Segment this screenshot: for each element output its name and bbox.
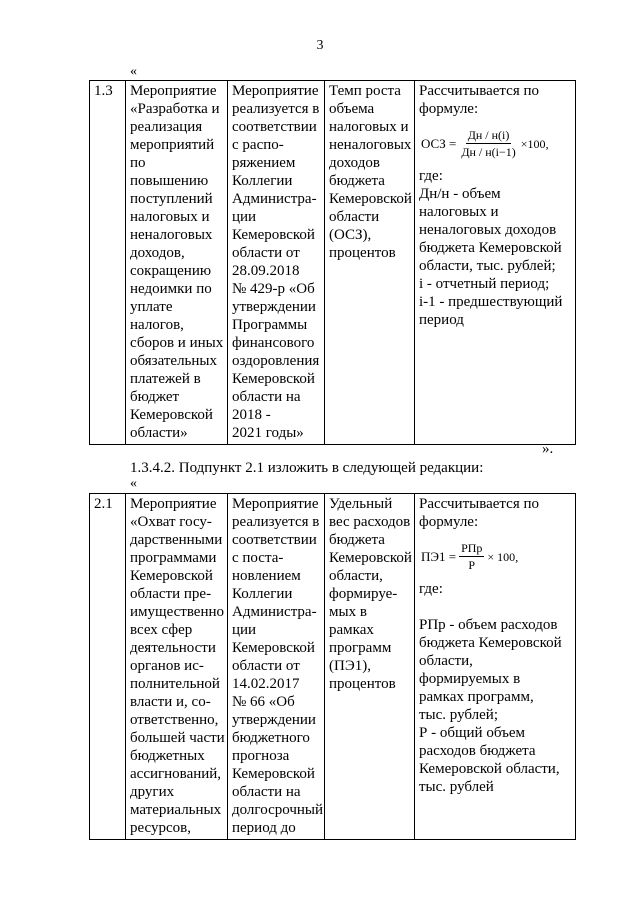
text-line: i - отчетный период;	[419, 276, 550, 292]
text-line: программами	[130, 550, 217, 566]
text-line: повышению	[130, 173, 209, 189]
formula-fraction	[459, 128, 517, 159]
text-line: процентов	[329, 245, 396, 261]
text-line: реализуется в	[232, 514, 320, 530]
row-number-cell	[90, 494, 126, 840]
text-line: формуле:	[419, 101, 479, 117]
text-line: Мероприятие	[130, 496, 217, 512]
table-item-2-1	[89, 493, 576, 840]
formula-denominator: Р	[468, 558, 476, 572]
text-line: оздоровления	[232, 353, 320, 369]
text-line: Кемеровской	[130, 407, 213, 423]
text-line: сборов и иных	[130, 335, 224, 351]
text-line: программ	[329, 640, 392, 656]
text-line: налоговых и	[130, 209, 210, 225]
text-line: Удельный	[329, 496, 393, 512]
text-line: утверждении	[232, 712, 316, 728]
text-line: неналоговых	[329, 137, 412, 153]
formula-lhs: ПЭ1 =	[421, 548, 457, 564]
text-line: области от	[232, 245, 300, 261]
text-line: большей части	[130, 730, 225, 746]
pe1-formula	[421, 541, 572, 572]
text-line: «Охват госу-	[130, 514, 212, 530]
calculation-cell	[415, 81, 576, 445]
text-line: неналоговых доходов	[419, 222, 557, 238]
text-line: бюджета	[329, 173, 385, 189]
text-line: рамках	[329, 622, 374, 638]
opening-quote-2: «	[130, 476, 137, 491]
calculation-legend	[419, 580, 572, 796]
text-line: ции	[232, 209, 257, 225]
row-number: 1.3	[94, 83, 113, 99]
text-line: ресурсов,	[130, 820, 191, 836]
text-line: вес расходов	[329, 514, 411, 530]
text-line: процентов	[329, 676, 396, 692]
text-line: Кемеровской	[130, 568, 213, 584]
text-line: обязательных	[130, 353, 217, 369]
formula-tail: ,	[545, 136, 549, 151]
text-line: Кемеровской	[232, 640, 315, 656]
text-line: недоимки по	[130, 281, 212, 297]
calculation-intro	[419, 82, 572, 118]
formula-numerator: РПр	[461, 541, 483, 555]
text-line: Администра-	[232, 604, 317, 620]
text-line: РПр - объем расходов	[419, 617, 558, 633]
text-line: прогноза	[232, 748, 290, 764]
text-line: полнительной	[130, 676, 220, 692]
formula-tail: ,	[515, 549, 519, 564]
text-line: расходов бюджета	[419, 743, 536, 759]
text-line: Дн/н - объем	[419, 186, 501, 202]
text-line: Кемеровской	[232, 766, 315, 782]
text-line: бюджета Кемеровской	[419, 240, 562, 256]
text-line: области на	[232, 784, 301, 800]
calculation-legend	[419, 167, 572, 329]
measure-name-cell	[126, 81, 228, 445]
text-line: тыс. рублей	[419, 779, 494, 795]
text-line: других	[130, 784, 175, 800]
text-line: по	[130, 155, 146, 171]
text-line: области»	[130, 425, 188, 441]
osz-formula	[421, 128, 572, 159]
text-line: соответствии	[232, 119, 317, 135]
calculation-intro	[419, 495, 572, 531]
text-line: Мероприятие	[232, 83, 319, 99]
text-line: неналоговых	[130, 227, 213, 243]
text-line: дарственными	[130, 532, 223, 548]
formula-lhs: ОСЗ =	[421, 135, 457, 151]
text-line: Рассчитывается по	[419, 83, 539, 99]
text-line: власти и, со-	[130, 694, 211, 710]
text-line: формируе-	[329, 586, 398, 602]
text-line: ряжением	[232, 155, 296, 171]
text-line: Администра-	[232, 191, 317, 207]
text-line: соответствии	[232, 532, 317, 548]
text-line: Темп роста	[329, 83, 401, 99]
text-line: Кемеровской	[232, 371, 315, 387]
text-line: период	[419, 312, 464, 328]
text-line: Мероприятие	[232, 496, 319, 512]
text-line: где:	[419, 168, 443, 184]
text-line: мых в	[329, 604, 367, 620]
text-line: долгосрочный	[232, 802, 324, 818]
text-line: период до	[232, 820, 296, 836]
text-line: бюджетных	[130, 748, 205, 764]
formula-fraction	[459, 541, 484, 572]
text-line: Программы	[232, 317, 308, 333]
text-line: поступлений	[130, 191, 213, 207]
text-line: рамках программ,	[419, 689, 534, 705]
text-line: области от	[232, 658, 300, 674]
text-line: области	[329, 209, 380, 225]
page-number: 3	[316, 38, 324, 53]
text-line: бюджета	[329, 532, 385, 548]
text-line: Коллегии	[232, 173, 293, 189]
text-line: Р - общий объем	[419, 725, 525, 741]
text-line: Рассчитывается по	[419, 496, 539, 512]
text-line: 14.02.2017	[232, 676, 300, 692]
text-line: ассигнований,	[130, 766, 222, 782]
text-line: бюджет	[130, 389, 180, 405]
text-line: всех сфер	[130, 622, 193, 638]
text-line: ции	[232, 622, 257, 638]
text-line: 2018 -	[232, 407, 271, 423]
text-line: 28.09.2018	[232, 263, 300, 279]
text-line: № 66 «Об	[232, 694, 295, 710]
row-number: 2.1	[94, 496, 113, 512]
text-line: формируемых в	[419, 671, 521, 687]
text-line: формуле:	[419, 514, 479, 530]
text-line: области на	[232, 389, 301, 405]
text-line: 2021 годы»	[232, 425, 304, 441]
formula-numerator: Дн / н(i)	[467, 128, 510, 142]
text-line: материальных	[130, 802, 222, 818]
text-line: бюджета Кемеровской	[419, 635, 562, 651]
formula-multiplier: × 100	[487, 549, 516, 564]
text-line: тыс. рублей;	[419, 707, 498, 723]
text-line: налогов,	[130, 317, 184, 333]
text-line: Кемеровской	[232, 227, 315, 243]
text-line: новлением	[232, 568, 301, 584]
indicator-cell	[325, 81, 415, 445]
text-line: где:	[419, 581, 443, 597]
legal-basis-cell	[228, 81, 325, 445]
text-line: Коллегии	[232, 586, 293, 602]
closing-quote: ».	[542, 441, 554, 457]
text-line: имущественно	[130, 604, 225, 620]
row-number-cell	[90, 81, 126, 445]
measure-name-cell	[126, 494, 228, 840]
text-line: (ОСЗ),	[329, 227, 372, 243]
text-line: уплате	[130, 299, 173, 315]
legal-basis-cell	[228, 494, 325, 840]
text-line: i-1 - предшествующий	[419, 294, 563, 310]
formula-multiplier: ×100	[520, 136, 546, 151]
text-line: налоговых и	[419, 204, 499, 220]
text-line: доходов	[329, 155, 380, 171]
text-line: области, тыс. рублей;	[419, 258, 556, 274]
text-line: финансового	[232, 335, 315, 351]
text-line: мероприятий	[130, 137, 215, 153]
text-line: Мероприятие	[130, 83, 217, 99]
formula-denominator: Дн / н(i−1)	[461, 145, 516, 159]
text-line: Кемеровской	[329, 191, 412, 207]
table-item-1-3	[89, 80, 576, 445]
text-line: сокращению	[130, 263, 212, 279]
text-line: с распо-	[232, 137, 284, 153]
text-line: (ПЭ1),	[329, 658, 371, 674]
text-line: № 429-р «Об	[232, 281, 315, 297]
calculation-cell	[415, 494, 576, 840]
text-line: Кемеровской	[329, 550, 412, 566]
text-line: органов ис-	[130, 658, 204, 674]
subpoint-instruction: 1.3.4.2. Подпункт 2.1 изложить в следующей редакции:	[130, 460, 484, 476]
text-line: области пре-	[130, 586, 212, 602]
text-line: области,	[329, 568, 383, 584]
text-line: с поста-	[232, 550, 284, 566]
text-line: объема	[329, 101, 375, 117]
text-line: деятельности	[130, 640, 216, 656]
text-line: реализация	[130, 119, 203, 135]
text-line: ответственно,	[130, 712, 219, 728]
text-line: Кемеровской области,	[419, 761, 560, 777]
text-line: доходов,	[130, 245, 185, 261]
text-line	[419, 598, 572, 616]
opening-quote-1: «	[130, 64, 137, 79]
text-line: области,	[419, 653, 473, 669]
text-line: платежей в	[130, 371, 201, 387]
text-line: «Разработка и	[130, 101, 220, 117]
text-line: налоговых и	[329, 119, 409, 135]
text-line: реализуется в	[232, 101, 320, 117]
text-line: утверждении	[232, 299, 316, 315]
indicator-cell	[325, 494, 415, 840]
text-line: бюджетного	[232, 730, 310, 746]
